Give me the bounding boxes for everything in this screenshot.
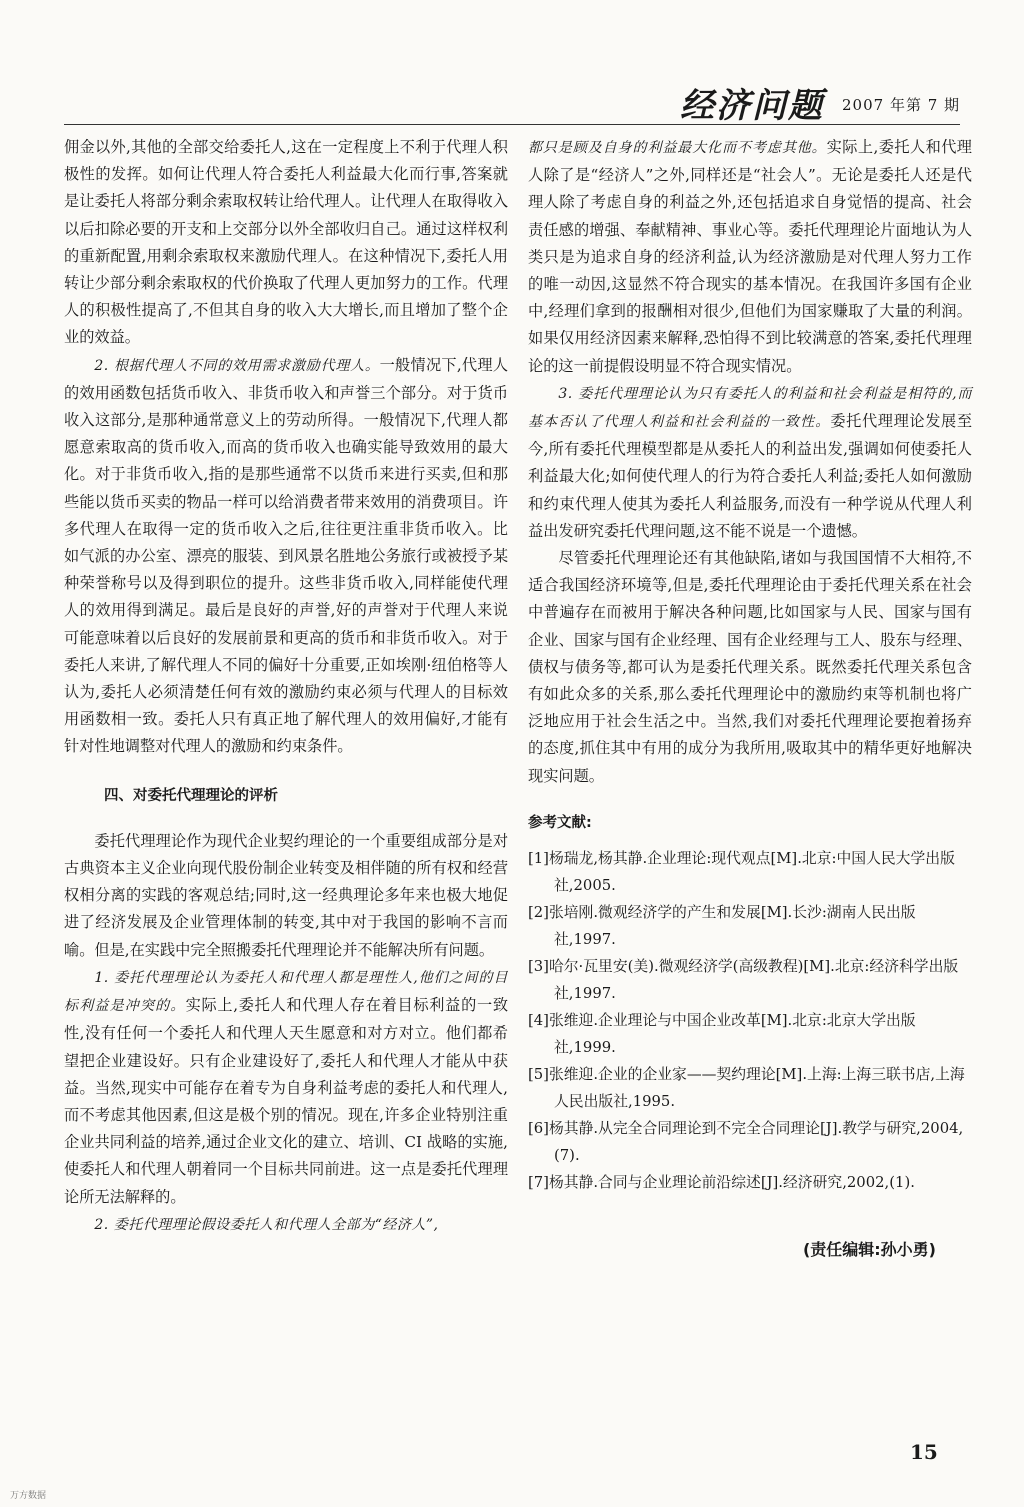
section-title: 四、对委托代理理论的评析	[104, 787, 278, 804]
header-rule	[64, 124, 960, 125]
paragraph: 委托代理理论作为现代企业契约理论的一个重要组成部分是对古典资本主义企业向现代股份制企业转变及相伴随的所有权和经营权相分离的实践的客观总结;同时,这一经典理论多年来也极大地促进了经济发展及企业管理体制的转变,其中对于我国的影响不言而喻。但是,在实践中完全照搬委托代理理论并不能解决所有问题。	[64, 831, 508, 959]
paragraph	[64, 964, 508, 1211]
right-column	[528, 134, 972, 1263]
reference-item: [3]哈尔·瓦里安(美).微观经济学(高级教程)[M].北京:经济科学出版社,1997.	[528, 958, 959, 1003]
point-heading: 2. 委托代理理论假设委托人和代理人全部为“经济人”,	[94, 1216, 439, 1233]
point-heading: 3. 委托代理理论认为只有委托人的利益和社会利益是相符的,而基本否认了代理人利益和社会利益的一致性。	[528, 385, 972, 431]
reference-item: [7]杨其静.合同与企业理论前沿综述[J].经济研究,2002,(1).	[528, 1174, 915, 1192]
reference-item: [5]张维迎.企业的企业家——契约理论[M].上海:上海三联书店,上海人民出版社,1995.	[528, 1066, 965, 1111]
paragraph-text: 委托代理理论发展至今,所有委托代理模型都是从委托人的利益出发,强调如何使委托人利益最大化;如何使代理人的行为符合委托人利益;委托人如何激励和约束代理人使其为委托人利益服务,而没有一种学说从代理人利益出发研究委托代理问题,这不能不说是一个遗憾。	[528, 412, 973, 540]
reference-item: [6]杨其静.从完全合同理论到不完全合同理论[J].教学与研究,2004,(7).	[528, 1120, 964, 1165]
watermark: 万方数据	[10, 1491, 47, 1501]
running-header	[680, 78, 1000, 126]
reference-item: [2]张培刚.微观经济学的产生和发展[M].长沙:湖南人民出版社,1997.	[528, 904, 916, 949]
paragraph	[64, 352, 508, 761]
paragraph: 尽管委托代理理论还有其他缺陷,诸如与我国国情不大相符,不适合我国经济环境等,但是,委托代理理论由于委托代理关系在社会中普遍存在而被用于解决各种问题,比如国家与人民、国家与国有企业、国家与国有企业经理、国有企业经理与工人、股东与经理、债权与债务等,都可认为是委托代理关系。既然委托代理关系包含有如此众多的关系,那么委托代理理论中的激励约束等机制也将广泛地应用于社会生活之中。当然,我们对委托代理理论要抱着扬弃的态度,抓住其中有用的成分为我所用,吸取其中的精华更好地解决现实问题。	[528, 549, 972, 785]
paragraph	[528, 380, 972, 545]
paragraph: 佣金以外,其他的全部交给委托人,这在一定程度上不利于代理人积极性的发挥。如何让代理人符合委托人利益最大化而行事,答案就是让委托人将部分剩余索取权转让给代理人。让代理人在取得收入以后扣除必要的开支和上交部分以外全部收归自己。通过这样权利的重新配置,用剩余索取权来激励代理人。在这种情况下,委托人用转让少部分剩余索取权的代价换取了代理人更加努力的工作。代理人的积极性提高了,不但其自身的收入大大增长,而且增加了整个企业的效益。	[64, 138, 508, 347]
references-heading: 参考文献:	[528, 814, 592, 831]
left-column	[64, 134, 508, 1239]
reference-item: [1]杨瑞龙,杨其静.企业理论:现代观点[M].北京:中国人民大学出版社,2005.	[528, 850, 955, 895]
paragraph-text: 实际上,委托人和代理人除了是“经济人”之外,同样还是“社会人”。无论是委托人还是代理人除了考虑自身的利益之外,还包括追求自身觉悟的提高、社会责任感的增强、奉献精神、事业心等。委托代理理论片面地认为人类只是为追求自身的经济利益,认为经济激励是对代理人努力工作的唯一动因,这显然不符合现实的基本情况。在我国许多国有企业中,经理们拿到的报酬相对很少,但他们为国家赚取了大量的利润。如果仅用经济因素来解释,恐怕得不到比较满意的答案,委托代理理论的这一前提假设明显不符合现实情况。	[528, 138, 972, 375]
point-heading: 1. 委托代理理论认为委托人和代理人都是理性人,他们之间的目标利益是冲突的。	[64, 969, 508, 1015]
issue-label: 2007 年第 7 期	[842, 96, 961, 114]
point-heading: 都只是顾及自身的利益最大化而不考虑其他。	[528, 140, 827, 156]
page-number: 15	[910, 1440, 938, 1464]
point-heading: 2. 根据代理人不同的效用需求激励代理人。	[94, 357, 380, 374]
responsible-editor: (责任编辑:孙小勇)	[802, 1240, 936, 1260]
paragraph	[64, 1211, 508, 1239]
paragraph-text: 实际上,委托人和代理人存在着目标利益的一致性,没有任何一个委托人和代理人天生愿意和对方对立。他们都希望把企业建设好。只有企业建设好了,委托人和代理人才能从中获益。当然,现实中可能存在着专为自身利益考虑的委托人和代理人,而不考虑其他因素,但这是极个别的情况。现在,许多企业特别注重企业共同利益的培养,通过企业文化的建立、培训、CI 战略的实施,使委托人和代理人朝着同一个目标共同前进。这一点是委托代理理论所无法解释的。	[64, 996, 509, 1206]
paragraph-text: 一般情况下,代理人的效用函数包括货币收入、非货币收入和声誉三个部分。对于货币收入这部分,是那种通常意义上的劳动所得。一般情况下,代理人都愿意索取高的货币收入,而高的货币收入也确实能导致效用的最大化。对于非货币收入,指的是那些通常不以货币来进行买卖,但和那些能以货币买卖的物品一样可以给消费者带来效用的消费项目。许多代理人在取得一定的货币收入之后,往往更注重非货币收入。比如气派的办公室、漂亮的服装、到风景名胜地公务旅行或被授予某种荣誉称号以及得到职位的提升。这些非货币收入,同样能使代理人的效用得到满足。最后是良好的声誉,好的声誉对于代理人来说可能意味着以后良好的发展前景和更高的货币和非货币收入。对于委托人来讲,了解代理人不同的偏好十分重要,正如埃刚·纽伯格等人认为,委托人必须清楚任何有效的激励约束必须与代理人的目标效用函数相一致。委托人只有真正地了解代理人的效用偏好,才能有针对性地调整对代理人的激励和约束条件。	[64, 355, 509, 756]
journal-title: 经济问题	[680, 86, 824, 126]
reference-item: [4]张维迎.企业理论与中国企业改革[M].北京:北京大学出版社,1999.	[528, 1012, 916, 1057]
paragraph	[528, 134, 972, 380]
